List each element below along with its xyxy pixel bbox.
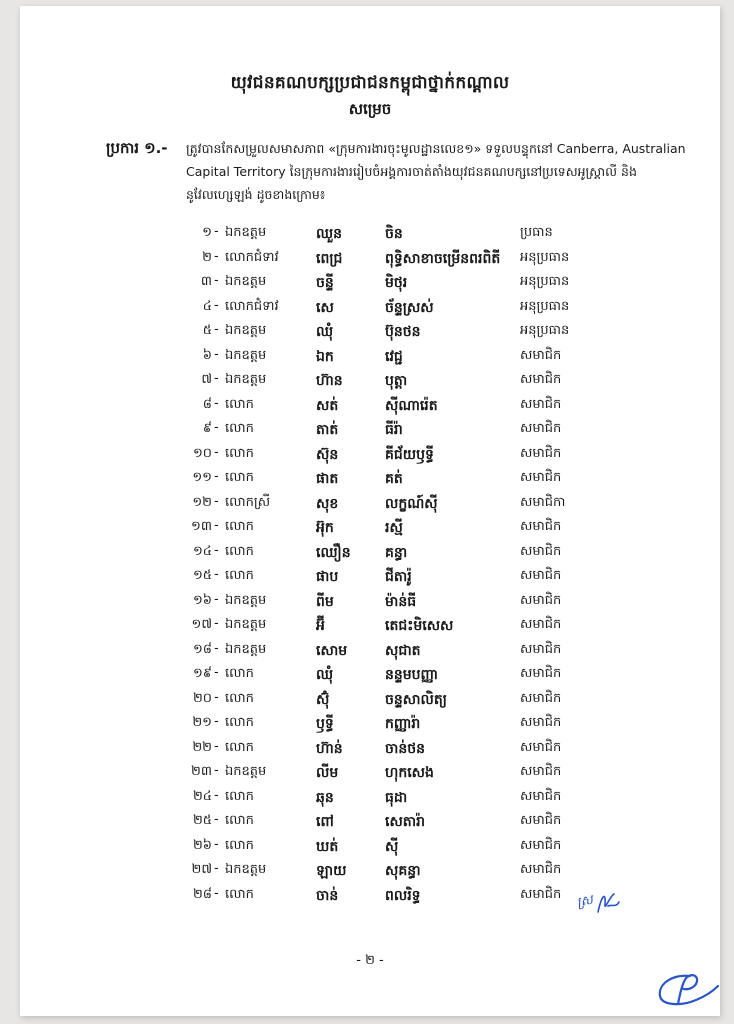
member-row <box>20 515 720 539</box>
member-given-name: គីជ័យឫទ្ធី <box>385 446 434 463</box>
member-role: សមាជិក <box>520 862 562 877</box>
article-body <box>186 137 706 206</box>
member-title: លោកជំទាវ <box>225 249 279 265</box>
member-row <box>20 319 720 343</box>
member-title: លោក <box>225 837 254 853</box>
member-given-name: ពលរិទ្ធ <box>385 887 421 904</box>
member-given-name: ជីតារ៉ូ <box>385 569 412 585</box>
member-title: លោក <box>225 886 254 902</box>
member-title: លោក <box>225 666 254 681</box>
member-role: សមាជិក <box>520 568 562 583</box>
handwritten-initial-mark <box>592 890 622 918</box>
member-role: សមាជិក <box>520 519 562 534</box>
member-title: លោក <box>225 396 254 412</box>
member-number-separator: - <box>214 812 219 827</box>
member-role: សមាជិក <box>520 690 562 706</box>
member-role: សមាជិក <box>520 470 562 485</box>
member-title: លោក <box>225 715 254 730</box>
member-given-name: សុជាត <box>385 642 421 659</box>
member-given-name: សេតារ៉ា <box>385 814 425 830</box>
member-given-name: រស្មី <box>385 520 403 536</box>
member-number: ២៥ <box>192 813 212 828</box>
member-title: លោកជំទាវ <box>225 298 279 314</box>
member-role: សមាជិក <box>520 715 562 730</box>
member-role: សមាជិក <box>520 372 562 387</box>
member-number-separator: - <box>214 885 219 901</box>
member-family-name: សុខ <box>316 495 339 512</box>
member-title: ឯកឧត្តម <box>225 592 267 608</box>
member-number: ៣ <box>200 274 212 289</box>
member-row <box>20 736 720 760</box>
member-number-separator: - <box>214 322 219 337</box>
member-family-name: ឫទ្ធី <box>316 716 334 732</box>
member-row <box>20 540 720 564</box>
member-given-name: ចាន់ថន <box>385 740 425 757</box>
member-row <box>20 613 720 637</box>
member-row <box>20 221 720 245</box>
member-row <box>20 270 720 294</box>
member-number: ២៦ <box>192 837 212 853</box>
member-title: លោក <box>225 813 254 828</box>
member-row <box>20 638 720 662</box>
member-family-name: ពៅ <box>316 814 334 830</box>
member-given-name: ហុកសេង <box>385 765 434 781</box>
member-given-name: មិថុរ <box>385 275 408 291</box>
member-given-name: ពុទ្ធិសាខាចម្រើនពរពិតី <box>385 250 501 267</box>
document-subtitle: សម្រេច <box>348 100 392 118</box>
member-row <box>20 491 720 515</box>
member-family-name: ឆុន <box>316 789 334 806</box>
article-label: ប្រការ ១.- <box>106 139 168 157</box>
document-page <box>20 6 720 1016</box>
member-family-name: ផាត <box>316 471 339 487</box>
member-number: ២០ <box>192 690 212 706</box>
member-number: ១៩ <box>192 666 212 681</box>
member-family-name: ស៊ុំ <box>316 691 330 708</box>
member-row <box>20 466 720 490</box>
member-number: ១៨ <box>192 641 212 657</box>
member-role: សមាជិកា <box>520 494 566 510</box>
member-number-separator: - <box>214 861 219 876</box>
member-family-name: អ៊ុក <box>316 520 334 536</box>
member-given-name: លក្ខណ៍ស៊ី <box>385 495 438 512</box>
member-role: សមាជិក <box>520 445 562 461</box>
signature-mark <box>652 968 722 1012</box>
member-family-name: ឈួន <box>316 226 342 242</box>
member-row <box>20 344 720 368</box>
member-given-name: បុត្តា <box>385 373 408 389</box>
member-row <box>20 858 720 882</box>
member-given-name: វេជ្ជ <box>385 348 403 365</box>
member-number: ៦ <box>202 347 212 363</box>
member-role: សមាជិក <box>520 592 562 608</box>
member-number: ២ <box>202 249 212 265</box>
member-number-separator: - <box>214 273 219 288</box>
member-title: ឯកឧត្តម <box>225 347 267 363</box>
member-role: សមាជិក <box>520 617 562 632</box>
member-number-separator: - <box>214 297 219 313</box>
member-title: លោក <box>225 690 254 706</box>
member-number-separator: - <box>214 371 219 386</box>
member-row <box>20 785 720 809</box>
member-number: ១៧ <box>191 617 212 632</box>
member-role: សមាជិក <box>520 739 562 755</box>
member-number-separator: - <box>214 738 219 754</box>
member-role: អនុប្រធាន <box>520 249 570 265</box>
member-family-name: ឃត់ <box>316 838 339 855</box>
member-number: ៧ <box>201 372 212 387</box>
member-role: សមាជិក <box>520 813 562 828</box>
member-row <box>20 442 720 466</box>
member-role: សមាជិក <box>520 347 562 363</box>
article-line-2: Capital Territory នៃក្រុមការងាររៀបចំអង្គការចាត់តាំងយុវជនគណបក្សនៅប្រទេសអូស្ត្រាលី និង <box>186 164 637 179</box>
article-line-3: នូវែលហ្សេឡង់ ដូចខាងក្រោម៖ <box>186 187 326 202</box>
member-given-name: ធីរ៉ា <box>385 422 403 438</box>
article-line-1: ត្រូវបានកែសម្រួលសមាសភាព «ក្រុមការងារចុះមូលដ្ឋានលេខ១» ទទួលបន្ទុកនៅ Canberra, Australian <box>186 141 686 156</box>
member-number: ១៦ <box>192 592 212 608</box>
member-number: ៥ <box>202 323 212 338</box>
member-number-separator: - <box>214 518 219 533</box>
member-title: លោក <box>225 739 254 755</box>
member-given-name: ស៊ី <box>385 838 399 855</box>
member-number: ១១ <box>192 470 212 485</box>
member-title: ឯកឧត្តម <box>225 225 267 240</box>
member-given-name: ចន្ទសាលិត្យ <box>385 691 447 708</box>
member-title: ឯកឧត្តម <box>225 372 267 387</box>
member-given-name: ច័ន្ទស្រស់ <box>385 299 434 316</box>
member-role: ប្រធាន <box>520 225 553 240</box>
member-number-separator: - <box>214 836 219 852</box>
member-role: អនុប្រធាន <box>520 298 570 314</box>
member-row <box>20 564 720 588</box>
member-number-separator: - <box>214 689 219 705</box>
handwritten-initials: ស្រ <box>575 892 595 911</box>
member-number: ១៣ <box>191 519 212 534</box>
member-role: អនុប្រធាន <box>520 323 570 338</box>
member-row <box>20 295 720 319</box>
member-given-name: តេជះមិសេស <box>385 618 454 634</box>
member-row <box>20 760 720 784</box>
document-title: យុវជនគណបក្សប្រជាជនកម្ពុជាថ្នាក់កណ្ដាល <box>230 73 510 93</box>
member-number-separator: - <box>214 444 219 460</box>
member-number: ៤ <box>202 298 212 314</box>
member-title: លោក <box>225 421 254 436</box>
member-family-name: សេ <box>316 299 334 316</box>
member-title: លោក <box>225 788 254 804</box>
member-number: ៨ <box>202 396 212 412</box>
member-number-separator: - <box>214 640 219 656</box>
member-number-separator: - <box>214 567 219 582</box>
member-role: សមាជិក <box>520 396 562 412</box>
member-row <box>20 417 720 441</box>
member-given-name: សុគន្ធា <box>385 863 421 879</box>
member-title: លោក <box>225 519 254 534</box>
member-family-name: ស៊ុន <box>316 446 339 463</box>
member-number-separator: - <box>214 665 219 680</box>
member-family-name: ឈឿន <box>316 544 351 561</box>
member-number-separator: - <box>214 591 219 607</box>
member-given-name: ចិន <box>385 226 403 242</box>
member-number-separator: - <box>214 224 219 239</box>
member-title: ឯកឧត្តម <box>225 274 267 289</box>
member-title: ឯកឧត្តម <box>225 764 267 779</box>
member-family-name: សត់ <box>316 397 339 414</box>
member-number-separator: - <box>214 763 219 778</box>
member-number: ១ <box>202 225 212 240</box>
member-family-name: តាត់ <box>316 422 339 438</box>
member-row <box>20 368 720 392</box>
member-family-name: ឈុំ <box>316 324 334 340</box>
member-number: ២៨ <box>192 886 212 902</box>
member-role: សមាជិក <box>520 837 562 853</box>
member-family-name: ហ៊ាន <box>316 373 343 389</box>
member-row <box>20 809 720 833</box>
member-family-name: លីម <box>316 765 339 781</box>
member-role: សមាជិក <box>520 764 562 779</box>
member-title: លោក <box>225 445 254 461</box>
member-given-name: គន្ធា <box>385 544 408 561</box>
member-number: ១២ <box>192 494 212 510</box>
member-title: ឯកឧត្តម <box>225 617 267 632</box>
member-role: អនុប្រធាន <box>520 274 570 289</box>
member-given-name: នន្ទមបញ្ញា <box>385 667 439 683</box>
member-given-name: ស៊ីណារ៉េត <box>385 397 438 414</box>
member-family-name: ពេជ្រ <box>316 250 343 267</box>
member-family-name: ពីម <box>316 593 334 610</box>
member-family-name: ចាន់ <box>316 887 339 904</box>
member-number-separator: - <box>214 787 219 803</box>
member-role: សមាជិក <box>520 421 562 436</box>
member-number: ១៤ <box>192 543 212 559</box>
member-title: លោកស្រី <box>225 494 271 510</box>
member-title: លោក <box>225 543 254 559</box>
member-number: ២៧ <box>191 862 212 877</box>
member-number: ២១ <box>192 715 212 730</box>
member-number: ២៣ <box>191 764 212 779</box>
member-row <box>20 589 720 613</box>
member-title: លោក <box>225 568 254 583</box>
member-given-name: ម៉ាន់ធី <box>385 593 417 610</box>
member-row <box>20 246 720 270</box>
member-number-separator: - <box>214 469 219 484</box>
member-number: ១៥ <box>192 568 212 583</box>
member-number-separator: - <box>214 616 219 631</box>
member-role: សមាជិក <box>520 543 562 559</box>
member-given-name: កញ្ញារ៉ា <box>385 716 421 732</box>
member-family-name: ផាប <box>316 569 339 585</box>
member-number: ១០ <box>192 445 212 461</box>
member-family-name: អ៊ី <box>316 618 325 634</box>
member-number-separator: - <box>214 395 219 411</box>
member-number-separator: - <box>214 493 219 509</box>
member-number: ២៤ <box>192 788 212 804</box>
member-title: ឯកឧត្តម <box>225 862 267 877</box>
member-role: សមាជិក <box>520 641 562 657</box>
member-number-separator: - <box>214 714 219 729</box>
member-title: ឯកឧត្តម <box>225 323 267 338</box>
member-family-name: ឡាយ <box>316 863 347 879</box>
member-number: ៩ <box>202 421 212 436</box>
member-row <box>20 687 720 711</box>
member-family-name: ឈុំ <box>316 667 334 683</box>
member-family-name: សោម <box>316 642 348 659</box>
member-number-separator: - <box>214 420 219 435</box>
member-family-name: ហ៊ាន់ <box>316 740 343 757</box>
member-given-name: គត់ <box>385 471 403 487</box>
member-role: សមាជិក <box>520 886 562 902</box>
member-title: ឯកឧត្តម <box>225 641 267 657</box>
member-number: ២២ <box>192 739 212 755</box>
member-row <box>20 393 720 417</box>
member-row <box>20 662 720 686</box>
member-given-name: ធុដា <box>385 789 408 806</box>
member-role: សមាជិក <box>520 788 562 804</box>
member-row <box>20 711 720 735</box>
member-role: សមាជិក <box>520 666 562 681</box>
member-family-name: ឯក <box>316 348 334 365</box>
page-number: - ២ - <box>356 953 384 968</box>
member-number-separator: - <box>214 248 219 264</box>
member-row <box>20 834 720 858</box>
member-number-separator: - <box>214 542 219 558</box>
member-given-name: ប៊ុនថន <box>385 324 421 340</box>
member-title: លោក <box>225 470 254 485</box>
member-number-separator: - <box>214 346 219 362</box>
member-family-name: ចន្ទី <box>316 275 334 291</box>
